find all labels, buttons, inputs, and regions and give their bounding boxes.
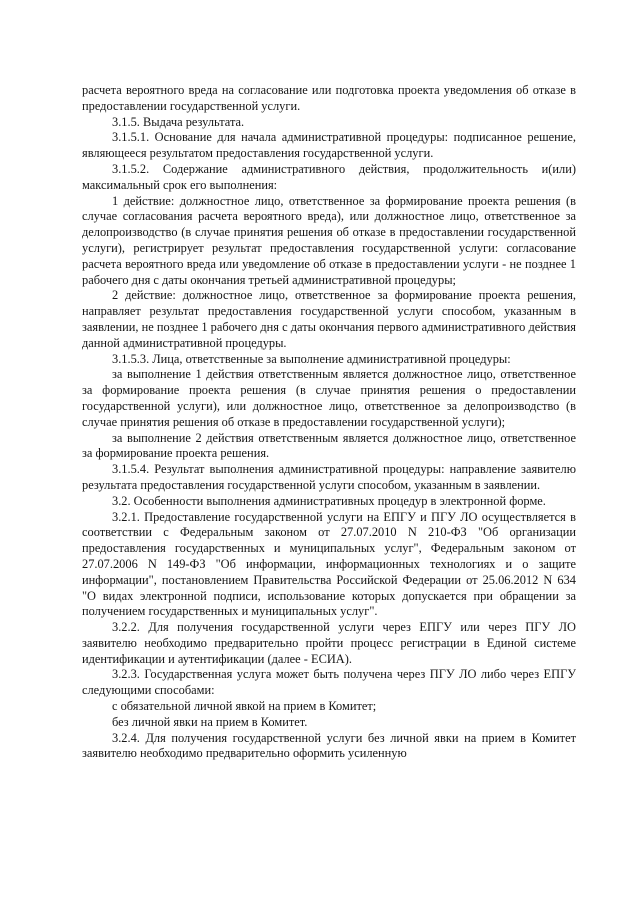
paragraph-action-1: 1 действие: должностное лицо, ответственное за формирование проекта решения (в случае согласования расчета вероятного вреда), или должностное лицо, ответственное за делопроизводство (в случае принятия решения об отказе в предоставлении государственной услуги), регистрирует результат предоставления государственной услуги: согласование расчета вероятного вреда или уведомление об отказе в предоставлении услуги - не позднее 1 рабочего дня с даты окончания третьей административной процедуры;: [82, 193, 576, 287]
paragraph-action-2: 2 действие: должностное лицо, ответственное за формирование проекта решения, направляет результат предоставления государственной услуги способом, указанным в заявлении, не позднее 1 рабочего дня с даты окончания первого административного действия данной административной процедуры.: [82, 288, 576, 350]
paragraph-method-2: без личной явки на прием в Комитет.: [112, 714, 308, 729]
paragraph-3-1-5-3: 3.1.5.3. Лица, ответственные за выполнение административной процедуры:: [112, 351, 511, 366]
paragraph-3-1-5-1: 3.1.5.1. Основание для начала административной процедуры: подписанное решение, являющееся результатом предоставления государственной услуги.: [82, 130, 576, 161]
paragraph-continuation: расчета вероятного вреда на согласование или подготовка проекта уведомления об отказе в предоставлении государственной услуги.: [82, 83, 576, 113]
paragraph-3-2-2: 3.2.2. Для получения государственной услуги через ЕПГУ или через ПГУ ЛО заявителю необходимо предварительно пройти процесс регистрации в Единой системе идентификации и аутентификации (далее - ЕСИА).: [82, 620, 576, 666]
paragraph-3-2-4: 3.2.4. Для получения государственной услуги без личной явки на прием в Комитет заявителю необходимо предварительно оформить усиленную: [82, 730, 576, 761]
paragraph-responsible-2: за выполнение 2 действия ответственным является должностное лицо, ответственное за формирование проекта решения.: [82, 430, 576, 461]
paragraph-3-1-5-4: 3.1.5.4. Результат выполнения административной процедуры: направление заявителю результата предоставления государственной услуги способом, указанным в заявлении.: [82, 462, 576, 492]
document-body: [82, 83, 576, 762]
paragraph-3-2-1: 3.2.1. Предоставление государственной услуги на ЕПГУ и ПГУ ЛО осуществляется в соответствии с Федеральным законом от 27.07.2010 N 210-ФЗ "Об организации предоставления государственных и муниципальных услуг", Федеральным законом от 27.07.2006 N 149-ФЗ "Об информации, информационных технологиях и о защите информации", постановлением Правительства Российской Федерации от 25.06.2012 N 634 "О видах электронной подписи, использование которых допускается при обращении за получением государственных и муниципальных услуг".: [82, 509, 576, 619]
paragraph-3-1-5-2: 3.1.5.2. Содержание административного действия, продолжительность и(или) максимальный срок его выполнения:: [82, 161, 576, 192]
paragraph-method-1: с обязательной личной явкой на прием в Комитет;: [112, 699, 377, 714]
paragraph-3-2: 3.2. Особенности выполнения административных процедур в электронной форме.: [112, 493, 546, 508]
paragraph-3-2-3: 3.2.3. Государственная услуга может быть получена через ПГУ ЛО либо через ЕПГУ следующими способами:: [82, 667, 576, 698]
paragraph-3-1-5: 3.1.5. Выдача результата.: [112, 114, 245, 129]
paragraph-responsible-1: за выполнение 1 действия ответственным является должностное лицо, ответственное за формирование проекта решения (в случае принятия решения о предоставлении государственной услуги), или должностное лицо, ответственное за делопроизводство (в случае принятия решения об отказе в предоставлении государственной услуги);: [82, 367, 576, 429]
